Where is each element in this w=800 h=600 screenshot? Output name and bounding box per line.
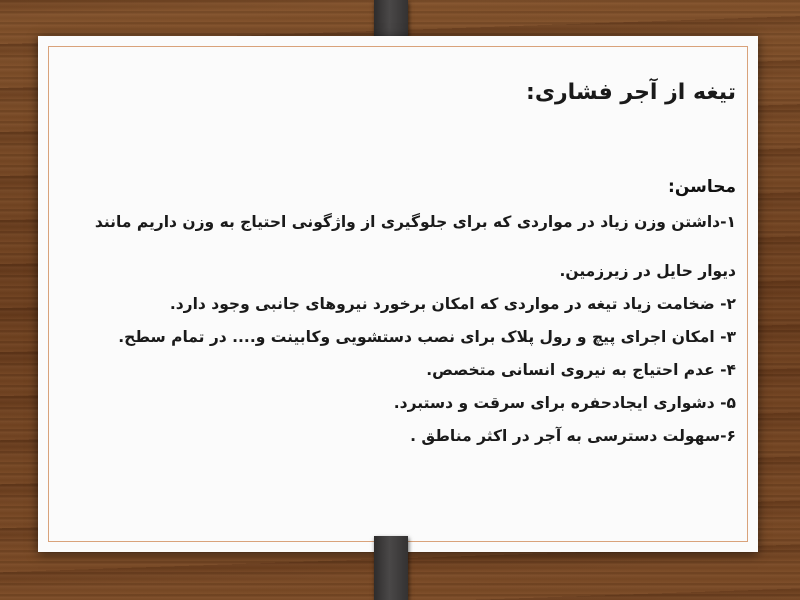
list-item: ۵- دشواری ایجادحفره برای سرقت و دستبرد. [393,394,736,412]
list-item: ۲- ضخامت زیاد تیغه در مواردی که امکان برخورد نیروهای جانبی وجود دارد. [169,295,736,313]
slide-paper [38,36,758,552]
list-item: ۴- عدم احتیاج به نیروی انسانی متخصص. [426,361,736,379]
list-item: ۶-سهولت دسترسی به آجر در اکثر مناطق . [410,427,736,445]
slide-title: تیغه از آجر فشاری: [526,80,736,105]
advantages-heading: محاسن: [668,177,736,197]
list-item: ۱-داشتن وزن زیاد در مواردی که برای جلوگیری از واژگونی احتیاج به وزن داریم مانند دیوار حایل در زیرزمین. [94,213,736,280]
list-item: ۳- امکان اجرای پیچ و رول پلاک برای نصب دستشویی وکابینت و.... در تمام سطح. [118,328,736,346]
binder-clip-bottom [374,536,408,600]
slide-content [58,76,736,532]
